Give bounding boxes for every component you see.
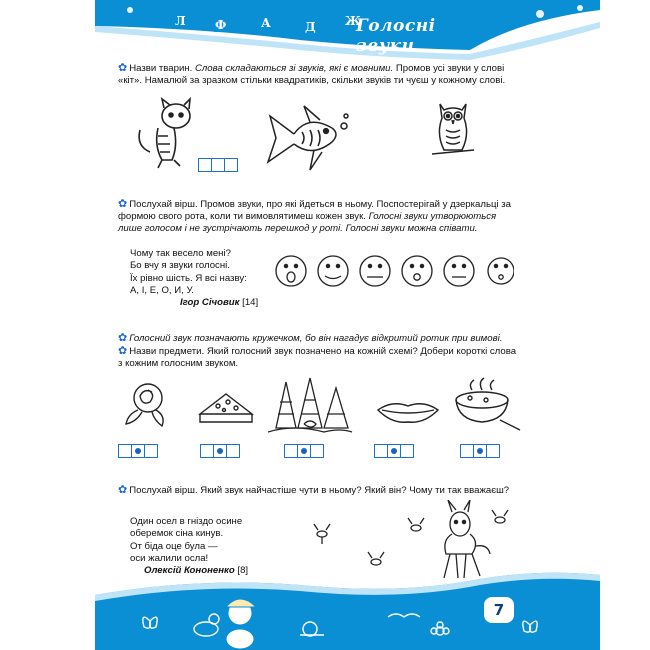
flower-bullet-icon: ✿ (118, 332, 128, 344)
face-u-icon (488, 258, 514, 284)
lips-illustration-icon (376, 398, 440, 426)
deco-letter: А (258, 16, 274, 30)
deco-letter: Ф (212, 18, 229, 32)
soup-pot-illustration-icon (452, 376, 524, 432)
poem-line: Один осел в гніздо осине (130, 516, 243, 527)
flower-bullet-icon: ✿ (118, 198, 128, 210)
task-1-italic: Слова складаються зі звуків, які є мовними. (194, 63, 394, 74)
poem-1 (130, 248, 290, 309)
task-1-rest: Промов усі звуки у слові «кіт». Намалюй за зразком стільки квадратиків, скільки звуків ти чуєш у кожному слові. (118, 63, 506, 87)
face-a-icon (276, 256, 306, 286)
rose-illustration-icon (122, 380, 172, 428)
task-2-text (118, 198, 518, 236)
face-i-icon (318, 256, 348, 286)
flower-bullet-icon: ✿ (118, 484, 128, 496)
poem-author: Ігор Січовик (180, 297, 240, 309)
owl-illustration-icon (428, 98, 478, 160)
flower-bullet-icon: ✿ (118, 345, 128, 358)
vowel-faces-row (274, 254, 514, 288)
task-3-italic: Голосний звук позначають кружечком, бо він нагадує відкритий ротик при вимові. (129, 333, 503, 344)
poem-line: А, І, Е, О, И, У. (130, 284, 194, 296)
top-wave-banner (0, 0, 650, 70)
task-2-plain: Послухай вірш. Промов звуки, про які йдеться в ньому. Поспостерігай у дзеркальці за формою свого рота, коли ти вимовлятимеш кожен звук. (118, 199, 512, 223)
poem-line: Бо вчу я звуки голосні. (130, 260, 230, 272)
poem-reference: [14] (242, 297, 259, 309)
forest-illustration-icon (264, 374, 354, 434)
page-title: Голосні звуки (356, 16, 436, 56)
cake-slice-illustration-icon (196, 390, 256, 430)
poem-line: Їх рівно шість. Я всі назву: (130, 272, 247, 284)
task-1-text (118, 62, 518, 87)
task-2-italic: Голосні звуки утворюються лише голосом і не зустрічають перешкод у роті. Голосні звуки можна співати. (118, 211, 497, 235)
vowel-scheme-2 (200, 444, 240, 458)
poem-author: Олексій Кононенко (144, 565, 235, 577)
cat-illustration-icon (128, 96, 208, 176)
flower-bullet-icon: ✿ (118, 62, 128, 74)
wasp-icon (314, 524, 330, 544)
poem-reference: [8] (237, 565, 249, 577)
vowel-scheme-4 (374, 444, 414, 458)
goldfish-illustration-icon (262, 104, 352, 174)
face-e-icon (360, 256, 390, 286)
poem-line: оберемок сіна кинув. (130, 528, 224, 540)
face-y-icon (444, 256, 474, 286)
deco-letter: Ж (342, 14, 364, 28)
page-number: 7 (484, 597, 514, 623)
vowel-scheme-3 (284, 444, 324, 458)
task-4-plain: Послухай вірш. Який звук найчастіше чути в ньому? Який він? Чому ти так вважаєш? (129, 485, 510, 496)
task-3-rest: Назви предмети. Який голосний звук позначено на кожній схемі? Добери короткі слова з кожним голосним звуком. (118, 346, 517, 370)
sound-boxes (198, 158, 238, 172)
task-1-plain: Назви тварин. (129, 63, 193, 74)
wasp-icon (492, 510, 508, 523)
poem-line: От біда оце була — (130, 540, 218, 552)
wasp-icon (408, 518, 424, 531)
poem-line: оси жалили осла! (130, 552, 209, 564)
task-4-text (118, 484, 518, 497)
task-3-text (118, 332, 518, 371)
poem-line: Чому так весело мені? (130, 248, 231, 259)
deco-letter: Д (302, 20, 319, 34)
vowel-scheme-5 (460, 444, 500, 458)
face-o-icon (402, 256, 432, 286)
deco-letter: Л (172, 14, 189, 28)
vowel-scheme-1 (118, 444, 158, 458)
poem-attribution (130, 297, 290, 309)
bottom-wave-banner (0, 552, 650, 650)
